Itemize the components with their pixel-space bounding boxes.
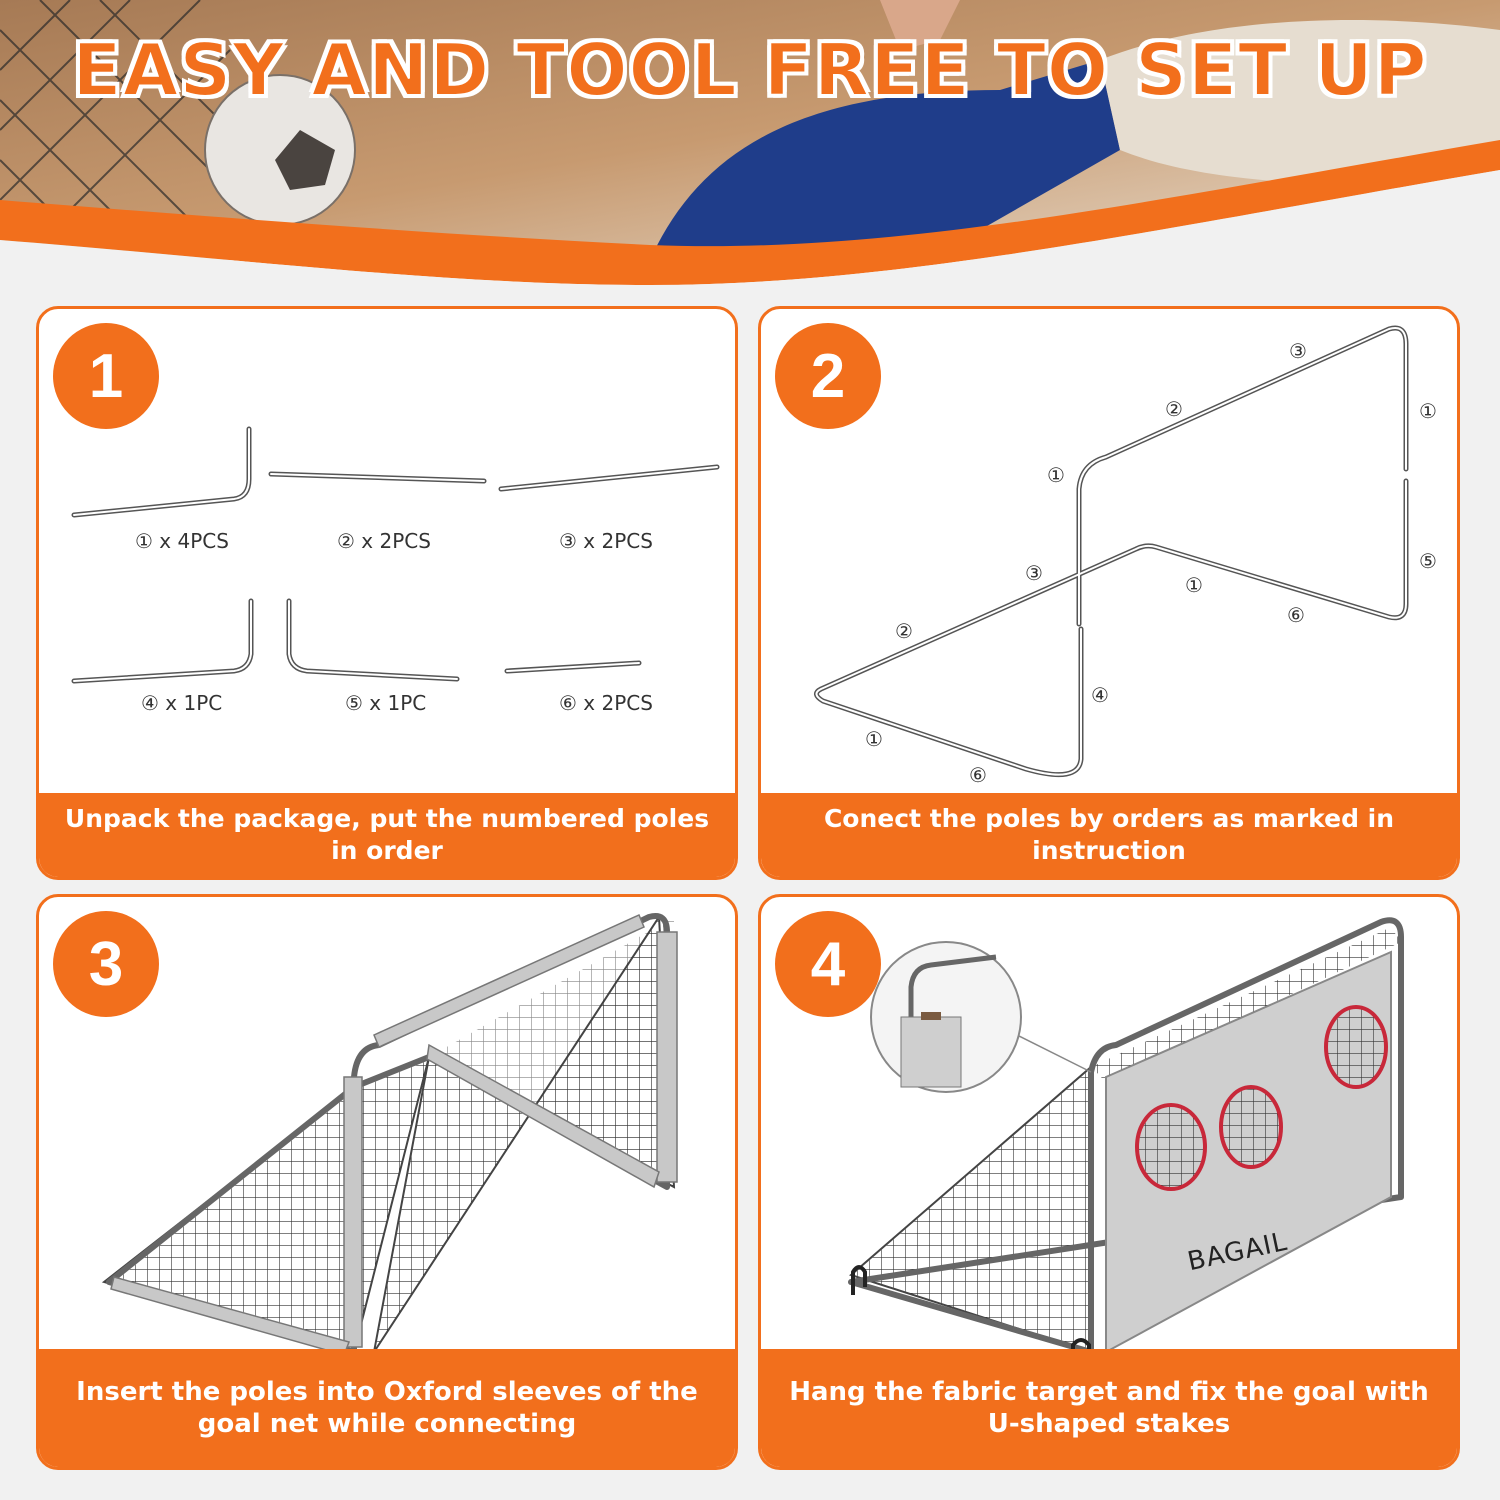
step-caption: Insert the poles into Oxford sleeves of the goal net while connecting	[39, 1349, 735, 1467]
target-hole	[1326, 1007, 1386, 1087]
step-number-badge: 4	[775, 911, 881, 1017]
page-title: EASY AND TOOL FREE TO SET UP	[72, 28, 1428, 112]
pole-marker: ③	[1289, 339, 1307, 363]
target-hole	[1221, 1087, 1281, 1167]
part-label-3: ③ x 2PCS	[559, 529, 653, 553]
header-banner	[0, 0, 1500, 300]
pole-marker: ①	[1419, 399, 1437, 423]
part-label-2: ② x 2PCS	[337, 529, 431, 553]
part-label-5: ⑤ x 1PC	[345, 691, 427, 715]
step-card-3	[36, 894, 738, 1470]
part-label-6: ⑥ x 2PCS	[559, 691, 653, 715]
pole-marker: ①	[865, 727, 883, 751]
pole-marker: ③	[1025, 561, 1043, 585]
part-label-4: ④ x 1PC	[141, 691, 223, 715]
step-card-4	[758, 894, 1460, 1470]
pole-marker: ②	[895, 619, 913, 643]
step-number-badge: 1	[53, 323, 159, 429]
step-number-badge: 3	[53, 911, 159, 1017]
pole-marker: ④	[1091, 683, 1109, 707]
pole-marker: ⑤	[1419, 549, 1437, 573]
step-caption: Unpack the package, put the numbered poles in order	[39, 793, 735, 877]
pole-marker: ②	[1165, 397, 1183, 421]
pole-marker: ①	[1185, 573, 1203, 597]
target-hole	[1137, 1105, 1205, 1189]
step-card-2	[758, 306, 1460, 880]
step-caption: Hang the fabric target and fix the goal with U-shaped stakes	[761, 1349, 1457, 1467]
step-card-1	[36, 306, 738, 880]
pole-marker: ⑥	[1287, 603, 1305, 627]
step-caption: Conect the poles by orders as marked in instruction	[761, 793, 1457, 877]
pole-marker: ⑥	[969, 763, 987, 787]
brand-logo: BAGAIL	[1184, 1226, 1291, 1278]
part-label-1: ① x 4PCS	[135, 529, 229, 553]
pole-marker: ①	[1047, 463, 1065, 487]
step-number-badge: 2	[775, 323, 881, 429]
